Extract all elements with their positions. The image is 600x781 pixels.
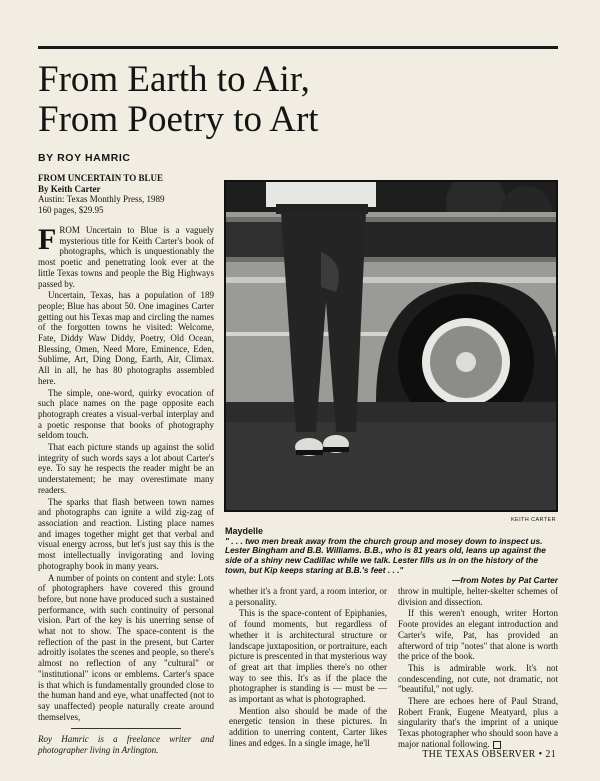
paragraph: This is admirable work. It's not condescending, not cute, not dramatic, not "beautiful," not ugly.: [398, 662, 558, 695]
drop-cap: F: [38, 223, 57, 256]
book-publisher: Austin: Texas Monthly Press, 1989: [38, 194, 165, 204]
paragraph: whether it's a front yard, a room interior, or a personality.: [229, 586, 387, 607]
photo-credit: KEITH CARTER: [510, 517, 556, 523]
author-note: Roy Hamric is a freelance writer and photographer living in Arlington.: [38, 734, 214, 756]
book-details: 160 pages, $29.95: [38, 204, 104, 215]
top-rule: [38, 46, 558, 49]
final-paragraph-text: There are echoes here of Paul Strand, Robert Frank, Eugene Meatyard, plus a singularity that's the imprint of a unique Texas photographer who should soon have a major national following.: [398, 696, 558, 749]
paragraph: Mention also should be made of the energetic tension in these pictures. In addition to unerring content, Carter likes lines and edges. In a single image, he'll: [229, 705, 387, 748]
photo-cadillac-image: [226, 182, 556, 510]
page-footer: [422, 749, 556, 760]
byline: BY ROY HAMRIC: [38, 152, 131, 164]
paragraph: A number of points on content and style: Lots of photographers have covered this ground before, but none have produced such a sustained performance, with such continuity of personal vision. Part of the key is his unerring sense of what not to show. The space-content is the reflection of the past in the present, but Carter adroitly isolates the scenes and people, so there's almost no reflection of any "cultural" or "institutional" icons or emblems. Carter's space is that which is fundamentally grounded close to the human hand and eye, what unaffected (not to say unaffected) people naturally create around themselves,: [38, 572, 214, 722]
note-separator: [71, 728, 181, 729]
paragraph: The simple, one-word, quirky evocation of such place names on the page opposite each photograph creates a visual-verbal interplay and a poetic response that books of photography seldom touch.: [38, 387, 214, 441]
paragraph: [398, 696, 558, 750]
publication-name: THE TEXAS OBSERVER: [422, 749, 536, 760]
title-line-2: From Poetry to Art: [38, 99, 319, 140]
book-info: [38, 173, 214, 215]
lead-paragraph: [38, 225, 214, 289]
caption-source: —from Notes by Pat Carter: [451, 574, 558, 585]
page-number: 21: [545, 749, 556, 760]
book-author: By Keith Carter: [38, 183, 101, 194]
column-2: [229, 586, 387, 750]
paragraph: Uncertain, Texas, has a population of 189 people; Blue has about 50. One imagines Carter getting out his Texas map and circling the names of the forgotten towns he visited: Welcome, Fate, Diddy Waw Diddy, Poetry, Old Ocean, Blessing, Omen, Need More, Eminence, Eden, Sublime, Art, Ding Dong, Earth, Air, Climax. All in all, he has 80 photographs assembled here.: [38, 290, 214, 386]
paragraph: This is the space-content of Epiphanies, of found moments, but regardless of whether it is architectural structure or landscape juxtaposition, or portraiture, each picture is prescented in that mysterious way of great art that implies there's no other way to see this. It's as if the place the photographer is standing is — must be — as important as what is photographed.: [229, 608, 387, 705]
lead-text: ROM Uncertain to Blue is a vaguely mysterious title for Keith Carter's book of photographs, which is unquestionably the most poetic and penetrating look ever at the little Texas towns and people the Big Highways passed by.: [38, 225, 214, 289]
footer-separator: •: [538, 749, 543, 760]
book-title: FROM UNCERTAIN TO BLUE: [38, 173, 163, 183]
column-3: [398, 586, 558, 751]
column-1: [38, 173, 214, 757]
paragraph: That each picture stands up against the solid integrity of such words says a lot about Carter's eye. To say he respects the reader might be an understatement; he may overestimate many readers.: [38, 442, 214, 495]
title-line-1: From Earth to Air,: [38, 59, 310, 100]
article-title: [38, 60, 558, 140]
photo-caption: [225, 527, 558, 585]
end-mark-icon: [493, 741, 501, 749]
caption-body: " . . . two men break away from the church group and mosey down to inspect us. Lester Bingham and B.B. Williams. B.B., who is 81 years old, leans up against the side of a shiny new Cadillac while we talk. Lester fills us in on the history of the town, but Kip keeps staring at B.B.'s feet . . .": [225, 535, 546, 575]
caption-title: Maydelle: [225, 526, 264, 536]
paragraph: If this weren't enough, writer Horton Foote provides an elegant introduction and Carter's wife, Pat, has provided an afterword of trip "notes" that alone is worth the price of the book.: [398, 608, 558, 662]
paragraph: throw in multiple, helter-skelter schemes of division and dissection.: [398, 586, 558, 607]
photo-maydelle: [224, 180, 558, 512]
paragraph: The sparks that flash between town names and photographs can ignite a wild zig-zag of association and reaction. Listing place names and images together might get that verbal and visual energy across, but let's just say this is the most intellectually invigorating and loving photography book in many years.: [38, 496, 214, 571]
